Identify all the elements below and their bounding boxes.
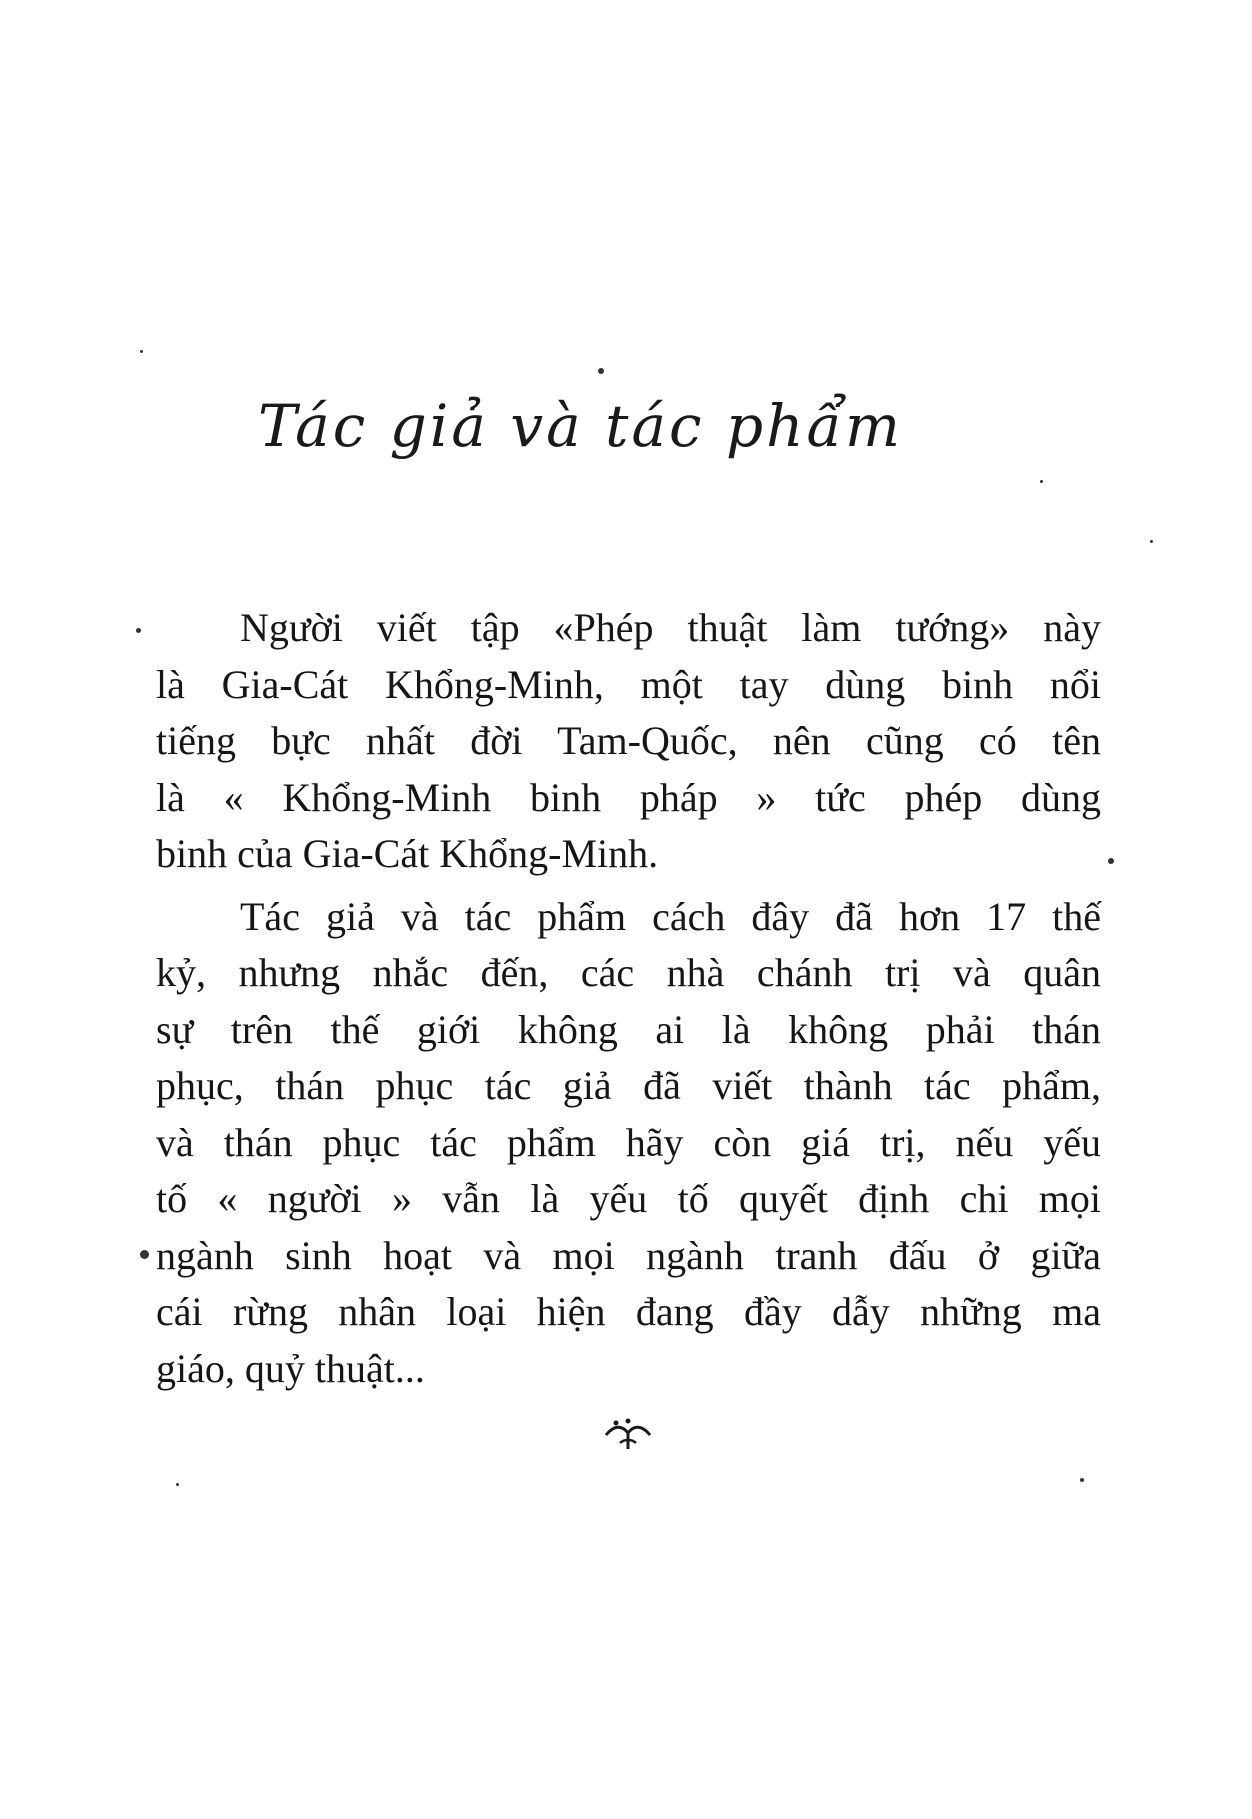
paragraph-line: và thán phục tác phẩm hãy còn giá trị, nếu yếu	[156, 1119, 1101, 1165]
scan-speck	[1150, 540, 1153, 543]
paragraph-line: tiếng bực nhất đời Tam-Quốc, nên cũng có tên	[156, 718, 1101, 763]
scan-speck	[136, 628, 141, 633]
paragraph-line: Người viết tập «Phép thuật làm tướng» này	[240, 605, 1101, 650]
fleuron-ornament-icon	[598, 1415, 658, 1455]
body-text	[156, 600, 1101, 1397]
paragraph-line: là « Khổng-Minh binh pháp » tức phép dùng	[156, 774, 1101, 820]
paragraph-line: ngành sinh hoạt và mọi ngành tranh đấu ở giữa	[156, 1232, 1101, 1278]
page-title: Tác giả và tác phẩm	[258, 392, 903, 460]
scan-speck	[1080, 1478, 1084, 1482]
paragraph-line: giáo, quỷ thuật...	[156, 1345, 425, 1391]
paragraph-line: kỷ, nhưng nhắc đến, các nhà chánh trị và quân	[156, 950, 1101, 995]
paragraph-line: Tác giả và tác phẩm cách đây đã hơn 17 thế	[240, 893, 1101, 939]
paragraph-line: là Gia-Cát Khổng-Minh, một tay dùng binh nổi	[156, 661, 1101, 707]
paragraph-1	[156, 600, 1101, 883]
scan-speck	[598, 368, 604, 374]
scan-speck	[140, 350, 143, 353]
paragraph-2	[156, 889, 1101, 1398]
scan-speck	[140, 1250, 149, 1259]
scan-speck	[176, 1483, 179, 1486]
paragraph-line: cái rừng nhân loại hiện đang đầy dẫy những ma	[156, 1289, 1101, 1334]
scan-speck	[1108, 858, 1114, 864]
paragraph-line: tố « người » vẫn là yếu tố quyết định chi mọi	[156, 1176, 1101, 1221]
paragraph-line: phục, thán phục tác giả đã viết thành tác phẩm,	[156, 1063, 1101, 1108]
scan-speck	[1040, 480, 1043, 483]
paragraph-line: sự trên thế giới không ai là không phải thán	[156, 1006, 1101, 1052]
paragraph-line: binh của Gia-Cát Khổng-Minh.	[156, 831, 659, 876]
